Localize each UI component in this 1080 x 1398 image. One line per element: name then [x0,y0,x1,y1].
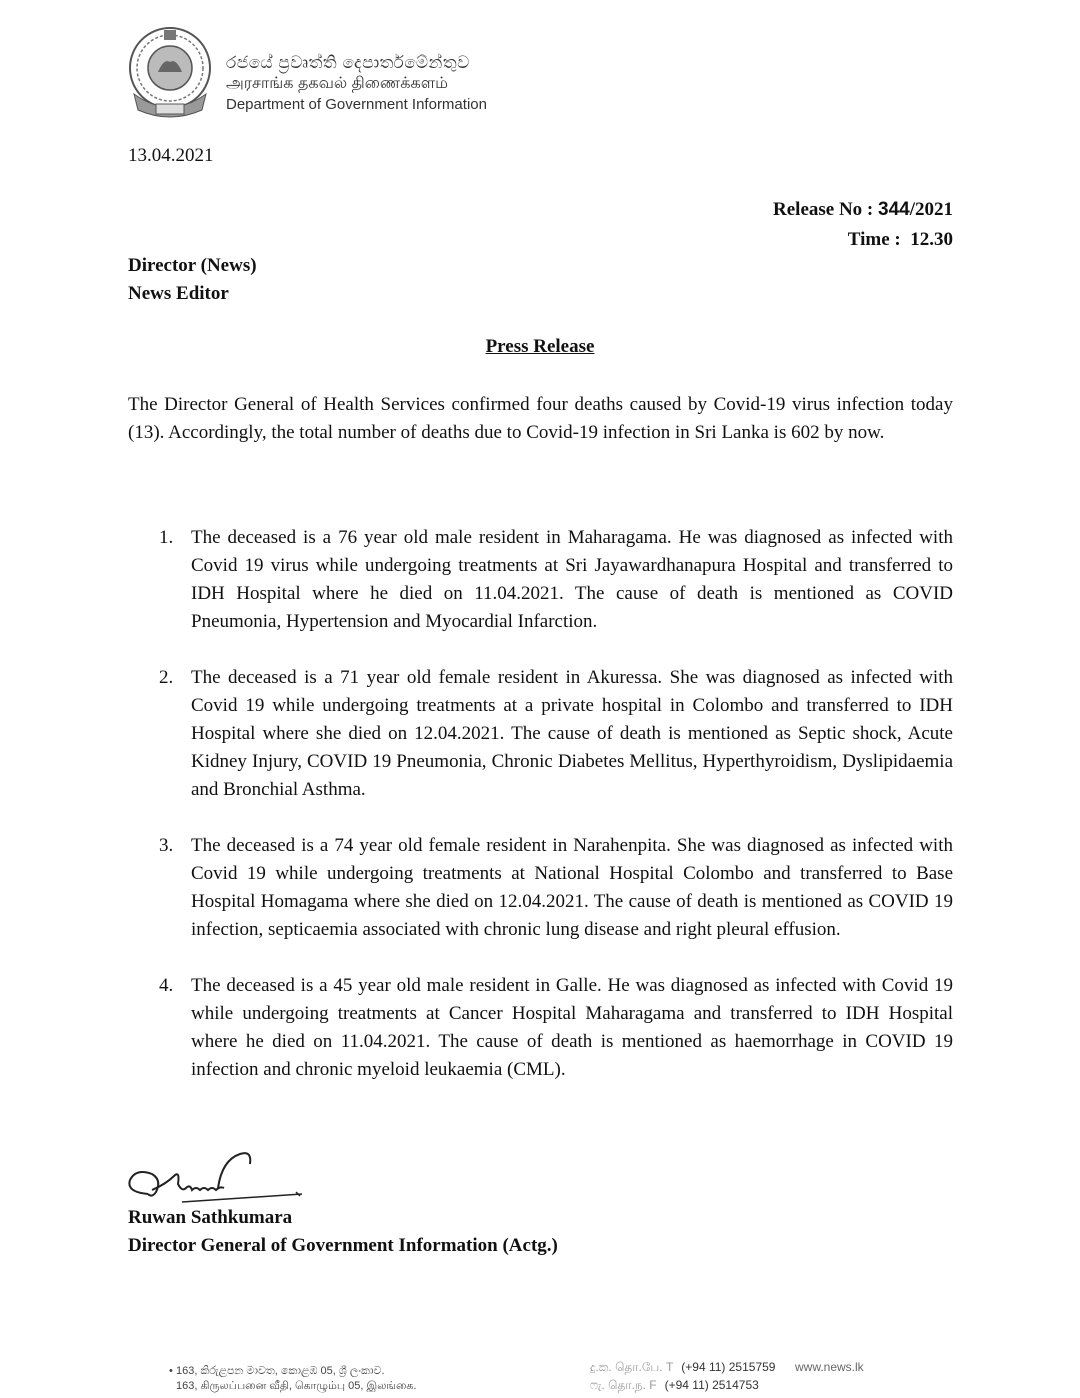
list-item [128,832,953,944]
government-emblem-icon [124,24,216,122]
fax-number: (+94 11) 2514753 [664,1378,759,1392]
release-number-label: Release No : [773,199,879,220]
release-time-label: Time : [847,229,911,250]
address-sinhala: 163, කිරුළපන මාවත, කොළඹ 05, ශ්‍රී ලංකාව. [176,1365,385,1377]
release-info [773,195,953,255]
recipient-director: Director (News) [128,255,257,276]
list-item-number: 1. [159,527,174,548]
release-year: /2021 [909,199,953,220]
release-number: 344 [878,199,910,220]
telephone-label: දු.ක. தொ.பே. T [590,1360,674,1374]
list-item-text: The deceased is a 74 year old female resident in Narahenpita. She was diagnosed as infected with Covid 19 while undergoing treatments at National Hospital Colombo and transferred to Base Hospital Homagama where she died on 12.04.2021. The cause of death is mentioned as COVID 19 infection, septicaemia associated with chronic lung disease and right pleural effusion. [191,835,953,940]
list-item-number: 2. [159,667,174,688]
release-time: 12.30 [910,229,953,250]
department-name-sinhala: රජයේ ප්‍රවෘත්ති දෙපාර්තමේන්තුව [226,53,470,72]
telephone-number: (+94 11) 2515759 [681,1360,776,1374]
document-title: Press Release [485,336,595,357]
release-time-line [773,225,953,255]
handwritten-signature [122,1140,307,1212]
telephone-line [590,1358,775,1376]
recipient-editor: News Editor [128,283,229,304]
fax-label: ෆැ. தொ.ந. F [590,1378,657,1392]
deaths-list [128,524,953,1112]
footer-contact [590,1358,775,1394]
department-name-block [226,52,487,115]
intro-paragraph: The Director General of Health Services confirmed four deaths caused by Covid-19 virus infection today (13). Accordingly, the total number of deaths due to Covid-19 infection in Sri Lanka is 602 by now. [128,394,953,443]
list-item-text: The deceased is a 71 year old female resident in Akuressa. She was diagnosed as infected with Covid 19 while undergoing treatments at a private hospital in Colombo and transferred to IDH Hospital where she died on 12.04.2021. The cause of death is mentioned as Septic shock, Acute Kidney Injury, COVID 19 Pneumonia, Chronic Diabetes Mellitus, Hyperthyroidism, Dyslipidaemia and Bronchial Asthma. [191,667,953,800]
list-item [128,664,953,804]
department-name-english: Department of Government Information [226,96,487,113]
list-item-text: The deceased is a 45 year old male resident in Galle. He was diagnosed as infected with Covid 19 while undergoing treatments at Cancer Hospital Maharagama and transferred to IDH Hospital where he died on 11.04.2021. The cause of death is mentioned as haemorrhage in COVID 19 infection and chronic myeloid leukaemia (CML). [191,975,953,1080]
address-tamil: 163, கிருலப்பனை வீதி, கொழும்பு 05, இலங்கை. [176,1380,417,1392]
list-item [128,524,953,636]
list-item-number: 4. [159,975,174,996]
fax-line [590,1376,775,1394]
footer-address [169,1364,417,1394]
bullet-icon: • [169,1365,173,1377]
release-date: 13.04.2021 [128,145,214,166]
release-number-line [773,195,953,225]
signatory-title: Director General of Government Information (Actg.) [128,1235,558,1256]
list-item [128,972,953,1084]
signatory-name: Ruwan Sathkumara [128,1207,293,1228]
list-item-number: 3. [159,835,174,856]
list-item-text: The deceased is a 76 year old male resident in Maharagama. He was diagnosed as infected with Covid 19 virus while undergoing treatments at Sri Jayawardhanapura Hospital and transferred to IDH Hospital where he died on 11.04.2021. The cause of death is mentioned as COVID Pneumonia, Hypertension and Myocardial Infarction. [191,527,953,632]
recipients [128,252,257,308]
department-name-tamil: அரசாங்க தகவல் திணைக்களம் [226,75,449,92]
footer-website: www.news.lk [795,1360,864,1374]
